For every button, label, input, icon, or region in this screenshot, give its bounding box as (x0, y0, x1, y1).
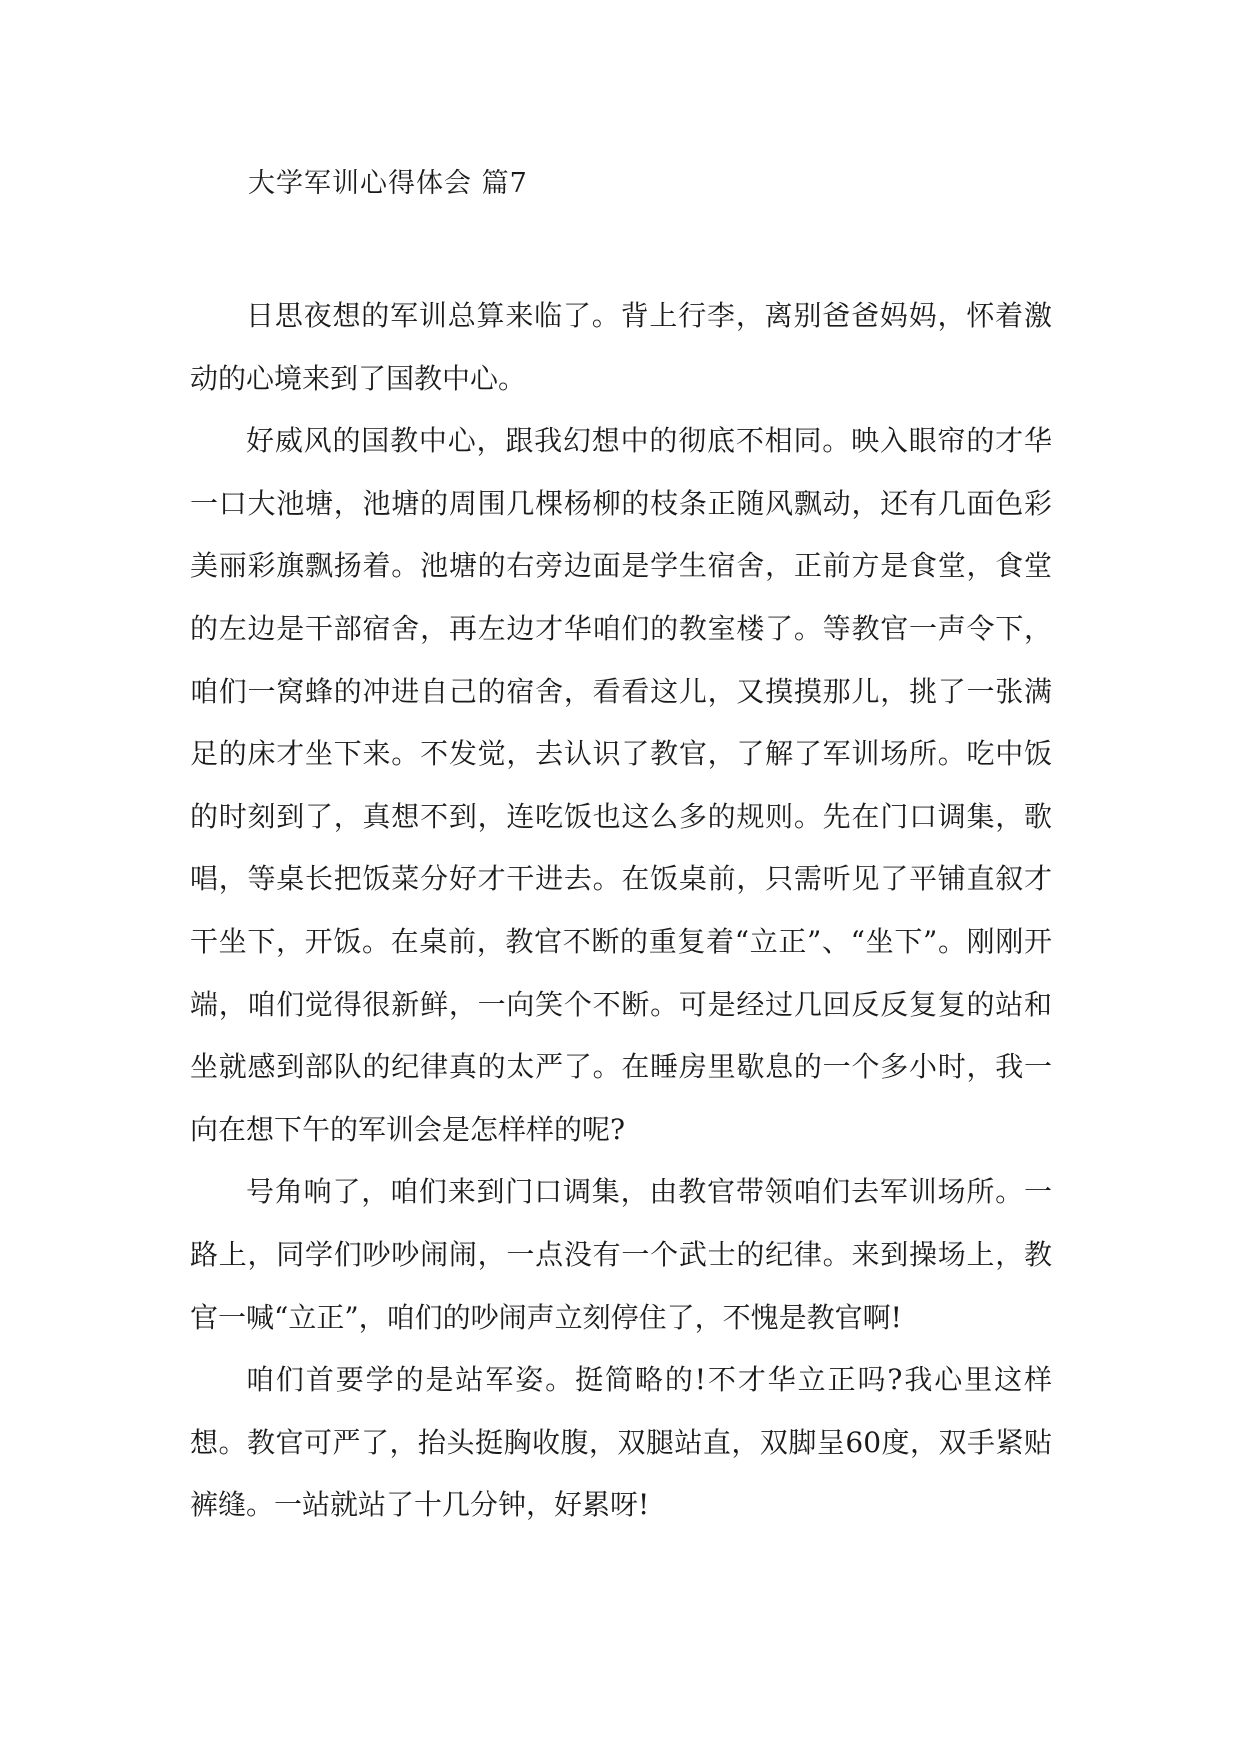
paragraph: 日思夜想的军训总算来临了。背上行李，离别爸爸妈妈，怀着激动的心境来到了国教中心。 (190, 299, 1052, 395)
document-title: 大学军训心得体会 篇7 (248, 168, 528, 199)
paragraph: 号角响了，咱们来到门口调集，由教官带领咱们去军训场所。一路上，同学们吵吵闹闹，一点没有一个武士的纪律。来到操场上，教官一喊“立正”，咱们的吵闹声立刻停住了，不愧是教官啊! (190, 1175, 1052, 1334)
paragraph: 好威风的国教中心，跟我幻想中的彻底不相同。映入眼帘的才华一口大池塘，池塘的周围几棵杨柳的枝条正随风飘动，还有几面色彩美丽彩旗飘扬着。池塘的右旁边面是学生宿舍，正前方是食堂，食堂的左边是干部宿舍，再左边才华咱们的教室楼了。等教官一声令下，咱们一窝蜂的冲进自己的宿舍，看看这儿，又摸摸那儿，挑了一张满足的床才坐下来。不发觉，去认识了教官，了解了军训场所。吃中饭的时刻到了，真想不到，连吃饭也这么多的规则。先在门口调集，歌唱，等桌长把饭菜分好才干进去。在饭桌前，只需听见了平铺直叙才干坐下，开饭。在桌前，教官不断的重复着“立正”、“坐下”。刚刚开端，咱们觉得很新鲜，一向笑个不断。可是经过几回反反复复的站和坐就感到部队的纪律真的太严了。在睡房里歇息的一个多小时，我一向在想下午的军训会是怎样样的呢? (190, 424, 1052, 1146)
paragraph: 咱们首要学的是站军姿。挺简略的!不才华立正吗?我心里这样想。教官可严了，抬头挺胸收腹，双腿站直，双脚呈60度，双手紧贴裤缝。一站就站了十几分钟，好累呀! (190, 1363, 1052, 1522)
document-body (190, 285, 1052, 1537)
